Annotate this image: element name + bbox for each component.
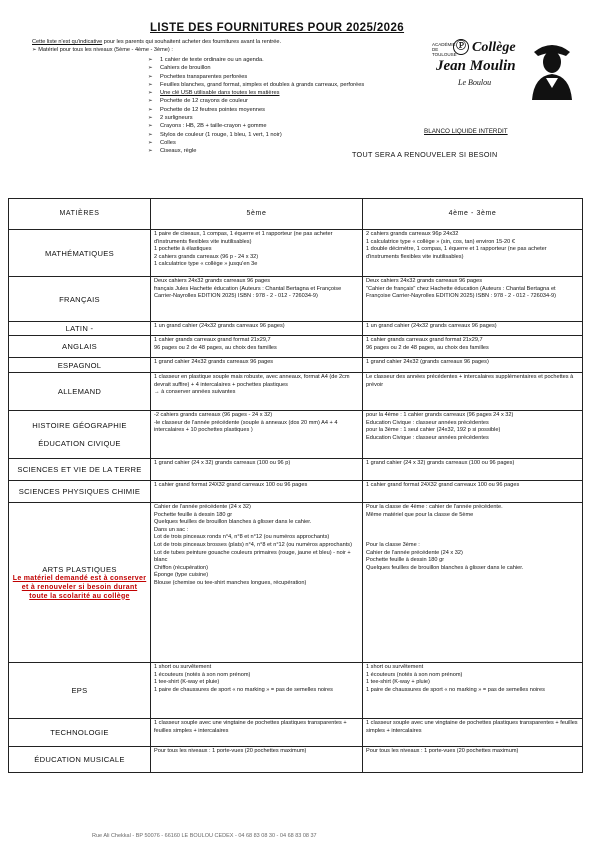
supply-item: ➢ Cahiers de brouillon — [148, 64, 408, 72]
cell-5eme: 1 classeur en plastique souple mais robuste, avec anneaux, format A4 (de 2cm devrait suffire) + 4 intercalaires + pochettes plastiques → à conserver années suivantes — [151, 373, 363, 411]
table-row — [9, 459, 583, 481]
table-row — [9, 747, 583, 773]
table-row — [9, 411, 583, 459]
table-row — [9, 481, 583, 503]
supply-item: ➢ Pochette de 12 crayons de couleur — [148, 97, 408, 105]
supply-item: ➢ Ciseaux, règle — [148, 147, 408, 155]
intro-underlined: Cette liste n'est qu'indicative — [32, 39, 103, 45]
table-header-row — [9, 199, 583, 230]
republic-emblem-icon: Ⓟ — [453, 39, 469, 55]
cell-4eme-3eme: 2 cahiers grands carreaux 96p 24x32 1 calculatrice type « collège » (sin, cos, tan) environ 15-20 € 1 double décimètre, 1 compas, 1 équerre et 1 rapporteur (ne pas acheter d'instruments flexibles vite inutilisables) — [363, 230, 583, 277]
intro-text — [32, 38, 412, 54]
subject-cell: SCIENCES PHYSIQUES CHIMIE — [9, 481, 151, 503]
cell-5eme: 1 cahier grands carreaux grand format 21x29,7 96 pages ou 2 de 48 pages, au choix des familles — [151, 336, 363, 358]
table-row — [9, 322, 583, 336]
cell-4eme-3eme: 1 short ou survêtement 1 écouteurs (notés à son nom prénom) 1 tee-shirt (K-way + pluie) 1 paire de chaussures de sport « no marking » = pas de semelles noires — [363, 663, 583, 719]
supplies-table — [8, 198, 583, 773]
logo-college-name: Jean Moulin — [436, 58, 516, 74]
blanco-note: BLANCO LIQUIDE INTERDIT — [424, 128, 508, 135]
college-logo — [428, 38, 578, 108]
cell-4eme-3eme: 1 cahier grand format 24X32 grand carreaux 100 ou 96 pages — [363, 481, 583, 503]
portrait-icon — [528, 38, 576, 100]
supply-item: ➢ Colles — [148, 139, 408, 147]
cell-4eme-3eme: pour la 4ème : 1 cahier grands carreaux (96 pages 24 x 32) Education Civique : classeur années précédentes pour la 3ème : 1 seul cahier (24x32, 192 p si possible) Education Civique : classeur années précédentes — [363, 411, 583, 459]
table-row — [9, 373, 583, 411]
cell-5eme: 1 short ou survêtement 1 écouteurs (notés à son nom prénom) 1 tee-shirt (K-way et pluie) 1 paire de chaussures de sport « no marking » = pas de semelles noires — [151, 663, 363, 719]
supply-item: ➢ Crayons : HB, 2B + taille-crayon + gomme — [148, 122, 408, 130]
cell-5eme: Cahier de l'année précédente (24 x 32) Pochette feuille à dessin 180 gr Quelques feuilles de brouillon blanches à glisser dans le cahier. Dans un sac : Lot de trois pinceaux ronds n°4, n°8 et n°12 (ou numéros approchants) Lot de trois pinceaux brosses (plats) n°4, n°8 et n°12 (ou numéros approchants) Lot de tubes peinture gouache couleurs primaires (rouge, jaune et bleu) - noir + blanc Chiffon (récupération) Éponge (type cuisine) Blouse (chemise ou tee-shirt manches longues, récupération) — [151, 503, 363, 663]
table-body — [9, 230, 583, 773]
supply-item: ➢ Pochette de 12 feutres pointes moyennes — [148, 106, 408, 114]
intro-line-2: ➢ Matériel pour tous les niveaux (5ème - 4ème - 3ème) : — [32, 47, 173, 53]
logo-college-label: Collège — [472, 40, 516, 55]
cell-4eme-3eme: Pour la classe de 4ème : cahier de l'année précédente. Même matériel que pour la classe de 5ème Pour la classe 3ème : Cahier de l'année précédente (24 x 32) Pochette feuille à dessin 180 gr Quelques feuilles de brouillon blanches à glisser dans le cahier. — [363, 503, 583, 663]
academy-badge: ACADÉMIE DE TOULOUSE — [432, 42, 457, 57]
common-supplies-list — [148, 56, 408, 156]
supply-item-usb-text: Une clé USB utilisable dans toutes les matières — [160, 90, 280, 97]
header-5eme: 5ème — [151, 199, 363, 230]
subject-cell: ÉDUCATION MUSICALE — [9, 747, 151, 773]
subject-cell: HISTOIRE GÉOGRAPHIE ÉDUCATION CIVIQUE — [9, 411, 151, 459]
subject-note: Le matériel demandé est à conserver et à renouveler si besoin durant toute la scolarité au collège — [12, 574, 147, 600]
cell-4eme-3eme: Le classeur des années précédentes + intercalaires supplémentaires et pochettes à prévoir — [363, 373, 583, 411]
subject-cell: LATIN - — [9, 322, 151, 336]
cell-4eme-3eme: 1 classeur souple avec une vingtaine de pochettes plastiques transparentes + feuilles simples + intercalaires — [363, 719, 583, 747]
cell-5eme: 1 un grand cahier (24x32 grands carreaux 96 pages) — [151, 322, 363, 336]
cell-5eme: Deux cahiers 24x32 grands carreaux 96 pages français Jules Hachette éducation (Auteurs : Chantal Bertagna et Françoise Carrier-Nayrolles EDITION 2025) ISBN : 978 - 2 - 012 - 726034-9) — [151, 277, 363, 322]
subject-cell: FRANÇAIS — [9, 277, 151, 322]
table-row — [9, 719, 583, 747]
subject-cell: ARTS PLASTIQUES Le matériel demandé est à conserver et à renouveler si besoin durant toute la scolarité au collège — [9, 503, 151, 663]
supply-item: ➢ Stylos de couleur (1 rouge, 1 bleu, 1 vert, 1 noir) — [148, 131, 408, 139]
cell-5eme: 1 cahier grand format 24X32 grand carreaux 100 ou 96 pages — [151, 481, 363, 503]
subject-cell: ANGLAIS — [9, 336, 151, 358]
table-row — [9, 503, 583, 663]
header-4eme-3eme: 4ème - 3ème — [363, 199, 583, 230]
subject-cell: MATHÉMATIQUES — [9, 230, 151, 277]
cell-4eme-3eme: Pour tous les niveaux : 1 porte-vues (20 pochettes maximum) — [363, 747, 583, 773]
subject-cell: ALLEMAND — [9, 373, 151, 411]
cell-5eme: Pour tous les niveaux : 1 porte-vues (20 pochettes maximum) — [151, 747, 363, 773]
subject-cell: SCIENCES ET VIE DE LA TERRE — [9, 459, 151, 481]
table-row — [9, 663, 583, 719]
page-title: LISTE DES FOURNITURES POUR 2025/2026 — [150, 22, 405, 34]
cell-5eme: 1 paire de ciseaux, 1 compas, 1 équerre et 1 rapporteur (ne pas acheter d'instruments flexibles vite inutilisables) 1 pochette à élastiques 2 cahiers grands carreaux (96 p - 24 x 32) 1 calculatrice type « collège » jusqu'en 3e — [151, 230, 363, 277]
cell-5eme: 1 grand cahier (24 x 32) grands carreaux (100 ou 96 p) — [151, 459, 363, 481]
subject-cell: EPS — [9, 663, 151, 719]
subject-cell: ESPAGNOL — [9, 358, 151, 373]
cell-4eme-3eme: 1 grand cahier 24x32 (grands carreaux 96 pages) — [363, 358, 583, 373]
page-footer: Rue Ali Chekkal - BP 50076 - 66160 LE BOULOU CEDEX - 04 68 83 08 30 - 04 68 83 08 37 — [92, 833, 317, 839]
header-subjects: MATIÈRES — [9, 199, 151, 230]
cell-5eme: 1 grand cahier 24x32 grands carreaux 96 pages — [151, 358, 363, 373]
cell-4eme-3eme: 1 cahier grands carreaux grand format 21x29,7 96 pages ou 2 de 48 pages, au choix des familles — [363, 336, 583, 358]
cell-4eme-3eme: Deux cahiers 24x32 grands carreaux 96 pages "Cahier de français" chez Hachette éducation (Auteurs : Chantal Bertagna et Françoise Carrier-Nayrolles EDITION 2025) ISBN : 978 - 2 - 012 - 726034-9) — [363, 277, 583, 322]
supply-item: ➢ Pochettes transparentes perforées — [148, 73, 408, 81]
intro-line-1 — [32, 38, 412, 46]
logo-town: Le Boulou — [458, 78, 492, 87]
renew-note: TOUT SERA A RENOUVELER SI BESOIN — [352, 150, 498, 159]
table-row — [9, 336, 583, 358]
supply-item-usb — [148, 89, 408, 97]
supply-item: ➢ 2 surligneurs — [148, 114, 408, 122]
table-row — [9, 358, 583, 373]
cell-5eme: -2 cahiers grands carreaux (96 pages - 24 x 32) -le classeur de l'année précédente (souple à anneaux (dos 20 mm) A4 + 4 intercalaires + 10 pochettes plastiques ) — [151, 411, 363, 459]
supply-item: ➢ 1 cahier de texte ordinaire ou un agenda. — [148, 56, 408, 64]
cell-4eme-3eme: 1 un grand cahier (24x32 grands carreaux 96 pages) — [363, 322, 583, 336]
subject-cell: TECHNOLOGIE — [9, 719, 151, 747]
cell-5eme: 1 classeur souple avec une vingtaine de pochettes plastiques transparentes + feuilles simples + intercalaires — [151, 719, 363, 747]
table-row — [9, 230, 583, 277]
intro-rest: pour les parents qui souhaitent acheter des fournitures avant la rentrée. — [103, 39, 282, 45]
cell-4eme-3eme: 1 grand cahier (24 x 32) grands carreaux (100 ou 96 pages) — [363, 459, 583, 481]
table-row — [9, 277, 583, 322]
supply-item: ➢ Feuilles blanches, grand format, simples et doubles à grands carreaux, perforées — [148, 81, 408, 89]
intro-materials-heading: Matériel pour tous les niveaux (5ème - 4ème - 3ème) : — [38, 47, 173, 53]
